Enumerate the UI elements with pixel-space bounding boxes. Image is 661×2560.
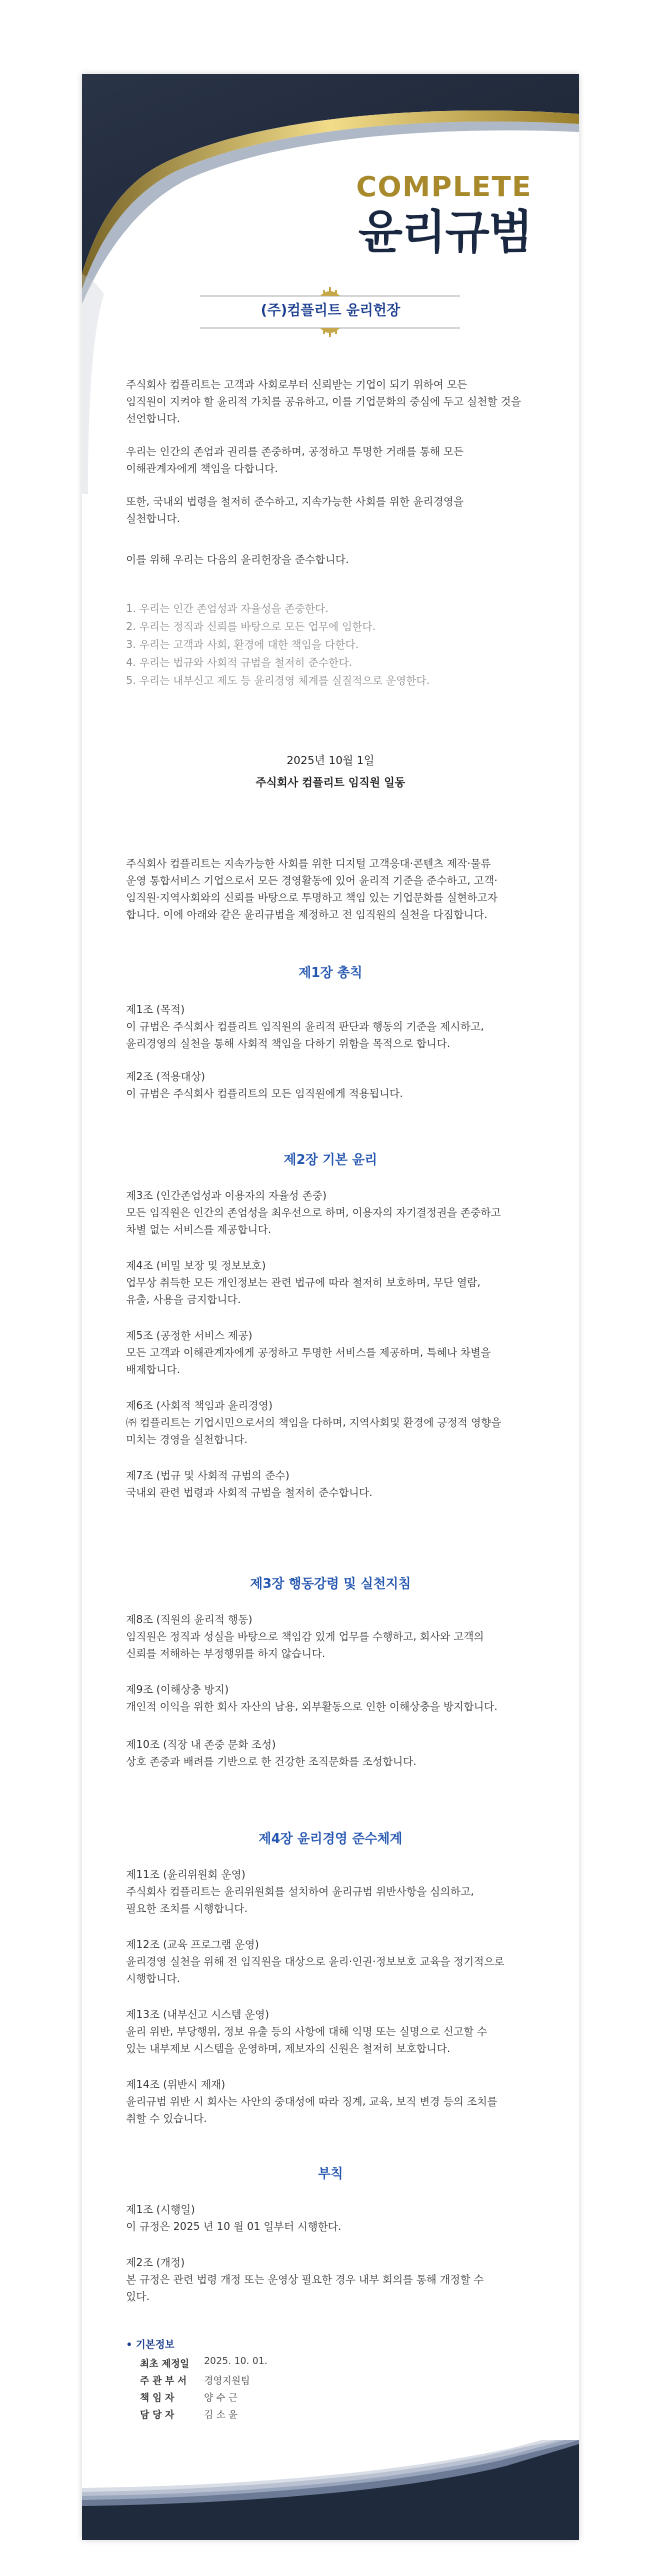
chapter-2-title: 제2장 기본 윤리	[283, 1153, 378, 1168]
charter-intro-line: 선언합니다.	[126, 413, 181, 425]
article-line: 업무상 취득한 모든 개인정보는 관련 법규에 따라 철저히 보호하며, 무단 열람,	[126, 1277, 481, 1289]
title-korean: 윤리규범	[358, 205, 532, 259]
article-line: 있다.	[126, 2291, 150, 2303]
article-line: 임직원은 정직과 성실을 바탕으로 책임감 있게 업무를 수행하고, 회사와 고객의	[126, 1631, 484, 1643]
article-line: 모든 고객과 이해관계자에게 공정하고 투명한 서비스를 제공하며, 특혜나 차별을	[126, 1347, 491, 1359]
article-line: 차별 없는 서비스를 제공합니다.	[126, 1224, 272, 1236]
article-line: 본 규정은 관련 법령 개정 또는 운영상 필요한 경우 내부 회의를 통해 개정할 수	[126, 2274, 484, 2286]
article-title: 제6조 (사회적 책임과 윤리경영)	[126, 1400, 273, 1412]
document-sheet	[82, 74, 579, 2540]
article-title: 제3조 (인간존엄성과 이용자의 자율성 존중)	[126, 1190, 327, 1202]
charter-para-line: 이를 위해 우리는 다음의 윤리헌장을 준수합니다.	[126, 554, 349, 566]
article-title: 제5조 (공정한 서비스 제공)	[126, 1330, 253, 1342]
article-line: 국내외 관련 법령과 사회적 규범을 철저히 준수합니다.	[126, 1487, 373, 1499]
charter-date: 2025년 10월 1일	[286, 754, 375, 767]
charter-heading-block	[82, 284, 579, 344]
addendum-title: 부칙	[317, 2167, 344, 2182]
charter-item: 4. 우리는 법규와 사회적 규범을 철저히 준수한다.	[126, 657, 353, 669]
article-line: 취할 수 있습니다.	[126, 2113, 208, 2125]
article-title: 제4조 (비밀 보장 및 정보보호)	[126, 1260, 266, 1272]
article-line: 필요한 조치를 시행합니다.	[126, 1903, 248, 1915]
info-value: 경영지원팀	[204, 2376, 250, 2387]
article-title: 제1조 (시행일)	[126, 2204, 195, 2216]
article-title: 제12조 (교육 프로그램 운영)	[126, 1939, 259, 1951]
charter-title: (주)컴플리트 윤리헌장	[260, 303, 401, 319]
charter-para-line: 또한, 국내외 법령을 철저히 준수하고, 지속가능한 사회를 위한 윤리경영을	[126, 496, 464, 508]
chapter-3-title: 제3장 행동강령 및 실천지침	[250, 1577, 411, 1592]
charter-item: 1. 우리는 인간 존엄성과 자율성을 존중한다.	[126, 603, 329, 615]
preamble-line: 주식회사 컴플리트는 지속가능한 사회를 위한 디지털 고객응대·콘텐츠 제작·물류	[126, 858, 491, 870]
article-title: 제11조 (윤리위원회 운영)	[126, 1869, 246, 1881]
info-key: 책 임 자	[140, 2393, 175, 2404]
article-title: 제10조 (직장 내 존중 문화 조성)	[126, 1739, 276, 1751]
chapter-1-title: 제1장 총칙	[298, 966, 363, 981]
article-line: 이 규범은 주식회사 컴플리트의 모든 임직원에게 적용됩니다.	[126, 1088, 403, 1100]
charter-para-line: 실천합니다.	[126, 513, 181, 525]
article-title: 제13조 (내부신고 시스템 운영)	[126, 2009, 270, 2021]
article-line: 신뢰를 저해하는 부정행위를 하지 않습니다.	[126, 1648, 326, 1660]
charter-item: 2. 우리는 정직과 신뢰를 바탕으로 모든 업무에 임한다.	[126, 621, 376, 633]
charter-signature: 주식회사 컴플리트 임직원 일동	[255, 776, 406, 789]
article-line: 윤리규범 위반 시 회사는 사안의 중대성에 따라 징계, 교육, 보직 변경 등의 조치를	[126, 2096, 498, 2108]
article-title: 제7조 (법규 및 사회적 규범의 준수)	[126, 1470, 290, 1482]
article-line: 시행합니다.	[126, 1973, 181, 1985]
preamble-line: 운영 통합서비스 기업으로서 모든 경영활동에 있어 윤리적 기준을 준수하고, 고객·	[126, 875, 498, 887]
article-line: 이 규정은 2025 년 10 월 01 일부터 시행한다.	[126, 2221, 342, 2233]
charter-intro-line: 주식회사 컴플리트는 고객과 사회로부터 신뢰받는 기업이 되기 위하여 모든	[126, 379, 468, 391]
info-key: 담 당 자	[140, 2410, 175, 2421]
article-line: 주식회사 컴플리트는 윤리위원회를 설치하여 윤리규범 위반사항을 심의하고,	[126, 1886, 474, 1898]
article-title: 제2조 (개정)	[126, 2257, 185, 2269]
charter-para-line: 우리는 인간의 존엄과 권리를 존중하며, 공정하고 투명한 거래를 통해 모든	[126, 446, 464, 458]
info-key: 최초 제정일	[140, 2359, 190, 2370]
article-line: 윤리경영의 실천을 통해 사회적 책임을 다하기 위함을 목적으로 합니다.	[126, 1038, 451, 1050]
article-line: 개인적 이익을 위한 회사 자산의 남용, 외부활동으로 인한 이해상충을 방지합니다.	[126, 1701, 498, 1713]
info-key: 주 관 부 서	[140, 2376, 187, 2387]
info-value: 2025. 10. 01.	[204, 2356, 268, 2367]
article-title: 제14조 (위반시 제재)	[126, 2079, 226, 2091]
charter-item: 5. 우리는 내부신고 제도 등 윤리경영 체계를 실질적으로 운영한다.	[126, 675, 430, 687]
article-title: 제2조 (적용대상)	[126, 1071, 206, 1083]
article-line: 있는 내부제보 시스템을 운영하며, 제보자의 신원은 철저히 보호합니다.	[126, 2043, 451, 2055]
article-line: 모든 임직원은 인간의 존엄성을 최우선으로 하며, 이용자의 자기결정권을 존중하고	[126, 1207, 501, 1219]
article-line: 배제합니다.	[126, 1364, 181, 1376]
info-value: 양 수 근	[204, 2393, 238, 2404]
article-line: ㈜ 컴플리트는 기업시민으로서의 책임을 다하며, 지역사회및 환경에 긍정적 영향을	[126, 1417, 502, 1429]
article-line: 미치는 경영을 실천합니다.	[126, 1434, 248, 1446]
article-line: 상호 존중과 배려를 기반으로 한 건강한 조직문화를 조성합니다.	[126, 1756, 417, 1768]
preamble-line: 임직원·지역사회와의 신뢰를 바탕으로 투명하고 책임 있는 기업문화를 실현하고자	[126, 892, 498, 904]
footer-wave-decoration	[82, 2440, 579, 2540]
charter-intro-line: 임직원이 지켜야 할 윤리적 가치를 공유하고, 이를 기업문화의 중심에 두고 실천할 것을	[126, 396, 522, 408]
article-line: 윤리경영 실천을 위해 전 임직원을 대상으로 윤리·인권·정보보호 교육을 정기적으로	[126, 1956, 505, 1968]
article-line: 유출, 사용을 금지합니다.	[126, 1294, 241, 1306]
basic-info-label: • 기본정보	[126, 2340, 175, 2351]
charter-para-line: 이해관계자에게 책임을 다합니다.	[126, 463, 279, 475]
article-title: 제1조 (목적)	[126, 1004, 185, 1016]
info-value: 김 소 윤	[204, 2410, 238, 2421]
article-title: 제9조 (이해상충 방지)	[126, 1684, 229, 1696]
chapter-4-title: 제4장 윤리경영 준수체계	[258, 1832, 403, 1847]
charter-item: 3. 우리는 고객과 사회, 환경에 대한 책임을 다한다.	[126, 639, 359, 651]
title-english: COMPLETE	[356, 170, 532, 203]
preamble-line: 합니다. 이에 아래와 같은 윤리규범을 제정하고 전 임직원의 실천을 다짐합니다.	[126, 909, 488, 921]
article-line: 윤리 위반, 부당행위, 정보 유출 등의 사항에 대해 익명 또는 실명으로 신고할 수	[126, 2026, 488, 2038]
article-line: 이 규범은 주식회사 컴플리트 임직원의 윤리적 판단과 행동의 기준을 제시하고,	[126, 1021, 484, 1033]
article-title: 제8조 (직원의 윤리적 행동)	[126, 1614, 253, 1626]
